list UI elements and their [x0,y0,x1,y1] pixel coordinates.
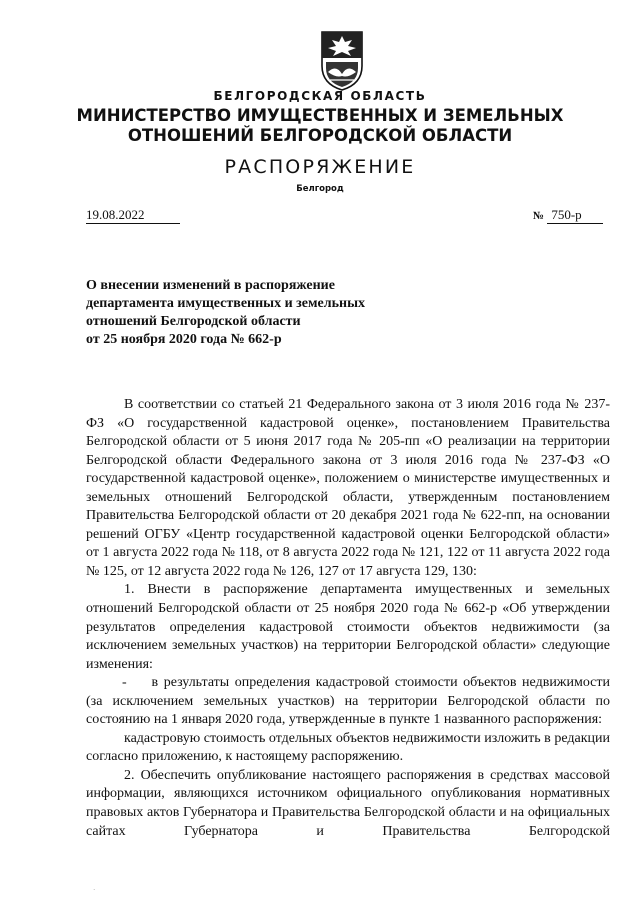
coat-of-arms-emblem [318,28,366,92]
number-sign: № [533,210,545,222]
preamble-paragraph: В соответствии со статьей 21 Федерального закона от 3 июля 2016 года № 237-ФЗ «О государственной кадастровой оценке», постановлением Правительства Белгородской области от 5 июня 2017 года № 205-пп «О реализации на территории Белгородской области Федерального закона от 3 июля 2016 года № 237-ФЗ «О государственной кадастровой оценке», положением о министерстве имущественных и земельных отношений Белгородской области, утвержденным постановлением Правительства Белгородской области от 20 декабря 2021 года № 622-пп, на основании решений ОГБУ «Центр государственной кадастровой оценки Белгородской области» от 1 августа 2022 года № 118, от 8 августа 2022 года № 121, 122 от 11 августа 2022 года № 125, от 12 августа 2022 года № 126, 127 от 17 августа 129, 130: [86,397,610,579]
dash-subitem [86,674,610,730]
city-name: Белгород [296,184,344,194]
dash-marker: - [122,675,127,691]
scan-speck: · [93,886,96,894]
region-name: БЕЛГОРОДСКАЯ ОБЛАСТЬ [213,89,427,103]
item-2-paragraph: 2. Обеспечить опубликование настоящего распоряжения в средствах массовой информации, являющихся источником официального опубликования нормативных правовых актов Губернатора и Правительства Белгородской области и на официальных сайтах Губернатора и Правительства Белгородской [86,767,610,839]
document-number: 750-р [547,207,603,224]
item-1-paragraph: 1. Внести в распоряжение департамента имущественных и земельных отношений Белгородской области от 25 ноября 2020 года № 662-р «Об утверждении результатов определения кадастровой стоимости объектов недвижимости (за исключением земельных участков) на территории Белгородской области» следующие изменения: [86,582,610,672]
subject-line: департамента имущественных и земельных [86,296,366,311]
ministry-title [0,106,640,146]
subject-line: от 25 ноября 2020 года № 662-р [86,332,282,347]
dash-subitem-text: в результаты определения кадастровой стоимости объектов недвижимости (за исключением земельных участков) на территории Белгородской области по состоянию на 1 января 2020 года, утвержденные в пункте 1 названного распоряжения: [86,675,611,728]
document-date: 19.08.2022 [86,207,180,224]
subject-line: отношений Белгородской области [86,314,301,329]
document-body [86,396,610,841]
ministry-title-line: МИНИСТЕРСТВО ИМУЩЕСТВЕННЫХ И ЗЕМЕЛЬНЫХ [76,106,564,125]
subject-line: О внесении изменений в распоряжение [86,278,335,293]
document-number-block [533,207,607,224]
document-type: РАСПОРЯЖЕНИЕ [224,156,416,178]
subitem-text-paragraph: кадастровую стоимость отдельных объектов недвижимости изложить в редакции согласно приложению, к настоящему распоряжению. [86,730,610,765]
ministry-title-line: ОТНОШЕНИЙ БЕЛГОРОДСКОЙ ОБЛАСТИ [127,126,513,145]
document-subject [86,277,416,349]
